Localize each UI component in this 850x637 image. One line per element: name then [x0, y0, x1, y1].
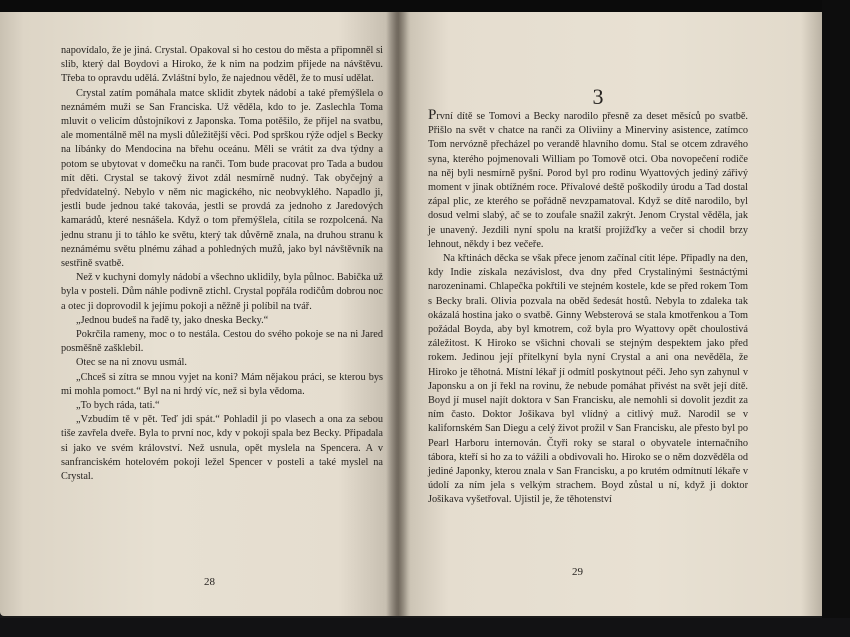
page-number: 28	[204, 576, 215, 588]
paragraph: Než v kuchyni domyly nádobí a všechno uklidily, byla půlnoc. Babička už byla v posteli. Dům náhle podivně ztichl. Crystal popřála rodičům dobrou noc a otec ji doprovodil k jejímu pokoji a něžně ji políbil na tvář.	[61, 272, 383, 312]
paragraph: „To bych ráda, tati.“	[76, 400, 160, 412]
scan-border-right	[822, 0, 850, 637]
page-number: 29	[572, 566, 583, 578]
paragraph: Na křtinách děcka se však přece jenom začínal cítit lépe. Připadly na den, kdy Indie získala nezávislost, dva dny před Crystalinými šestnáctými narozeninami. Chlapečka pokřtili ve stejném kostele, kde se před rokem Tom s Becky brali. Olivia pozvala na oběd šedesát hostů. Nebyla to zdaleka tak okázalá hostina jako o svatbě. Ginny Websterová se stala kmotřenkou a Tom požádal Boyda, aby byl kmotrem, což byla pro Wyattovy opět choulostivá záležitost. K Hiroko se všichni chovali se stejným despektem jako před rokem. Jedinou její přítelkyní byla nyní Crystal a ani ona nevěděla, že Hiroko je těhotná. Místní lékař jí odmítl poskytnout péči. Jeho syn zahynul v Japonsku a on jí řekl na rovinu, že nebude pomáhat přivést na svět její dítě. Boyd jí musel najít doktora v San Francisku, ale nemohli si dovolit jezdit za ním často. Doktor Jošikava byl vlídný a citlivý muž. Narodil se v kalifornském San Diegu a celý život prožil v San Francisku, ale přesto byl po Pearl Harboru internován. Čtyři roky se staral o obyvatele internačního tábora, kteří si ho za to vážili a obdivovali ho. Hiroko se o něm dozvěděla od jediné Japonky, kterou znala v San Francisku, a po krutém odmítnutí lékaře v údolí za ním jela s velkým strachem. Boyd zůstal u ní, když ji doktor Jošikava vyšetřoval. Ujistil je, že těhotenství	[428, 253, 748, 506]
paragraph: Otec se na ni znovu usmál.	[76, 357, 187, 369]
left-page	[0, 12, 398, 616]
right-page	[398, 12, 822, 616]
paragraph: napovídalo, že je jiná. Crystal. Opakoval si ho cestou do města a připomněl si slib, který dal Boydovi a Hiroko, že k nim na podzim přijede na návštěvu. Třeba to opravdu udělá. Zvláštní bylo, že najednou věděl, že to musí udělat.	[61, 45, 383, 85]
drop-cap: P	[428, 107, 437, 123]
right-page-text	[428, 107, 748, 508]
scan-border-bottom	[0, 618, 850, 637]
paragraph: „Jednou budeš na řadě ty, jako dneska Becky.“	[76, 314, 269, 326]
paragraph: Crystal zatím pomáhala matce sklidit zbytek nádobí a také přemýšlela o neznámém muži se San Franciska. Už věděla, kdo to je. Zaslechla Toma mluvit o velicím důstojníkovi z Japonska. Toma potěšilo, že přijel na svatbu, ale momentálně měl na mysli důležitější věci. Pod sprškou rýže odjel s Becky na líbánky do Mendocina na břehu oceánu. Měli se vrátit za dva týdny a potom se ubytovat v domečku na ranči. Tom bude pracovat pro Tada a budou mít děti. Crystal se takový život zdál nesmírně nudný. Tak obyčejný a předvídatelný. Nebylo v něm nic magického, nic neobvyklého. Napadlo ji, jestli bude jednou také takováa, jestli se provdá za jednoho z Jaredových kamarádů, které nesnášela. Když o tom přemýšlela, cítila se rozpolcená. Na jednu stranu ji to táhlo ke světu, který tak důvěrně znala, na druhou stranu k neznámému světu plnému záhad a pohledných mužů, jako byl návštěvník na sestřině svatbě.	[61, 87, 383, 270]
paragraph	[428, 107, 748, 252]
paragraph: „Chceš si zítra se mnou vyjet na koni? Mám nějakou práci, se kterou bys mi mohla pomoct.“ Byl na ni hrdý víc, než si byla vědoma.	[61, 371, 383, 397]
chapter-number: 3	[592, 84, 604, 109]
paragraph: Pokrčila rameny, moc o to nestála. Cestou do svého pokoje se na ni Jared posměšně zašklebil.	[61, 329, 383, 355]
paragraph: „Vzbudím tě v pět. Teď jdi spát.“ Pohladil ji po vlasech a ona za sebou tiše zavřela dveře. Byla to první noc, kdy v pokoji spala bez Becky. Připadala si jako ve svém království. Než usnula, opět myslela na Spencera. A v sanfranciském hotelovém pokoji ležel Spencer v posteli a také myslel na Crystal.	[61, 414, 383, 483]
left-page-text	[61, 44, 383, 484]
paragraph-text: rvní dítě se Tomovi a Becky narodilo přesně za deset měsíců po svatbě. Přišlo na svět v chatce na ranči za Oliviiny a Minerviny asistence, zatímco Tom nervózně přecházel po verandě hlavního domu. Stal se otcem zdravého syna, kterého pojmenovali William po Tomově otci. Oba novopečení rodiče na něj byli nesmírně pyšní. Porod byl pro rodinu Wyattových jediný zářivý moment v jinak obtížném roce. Přívalové deště poškodily úrodu a Tad dostal zápal plic, ze kterého se pořádně nevzpamatoval. Když se dítě narodilo, byl dosud velmi slabý, ač se to zoufale snažil zakrýt. Jenom Crystal věděla, jak je unavený. Jezdili nyní spolu na kratší projížďky a večer si chodil brzy lehnout, někdy i bez večeře.	[428, 111, 748, 250]
book-gutter	[386, 12, 408, 616]
